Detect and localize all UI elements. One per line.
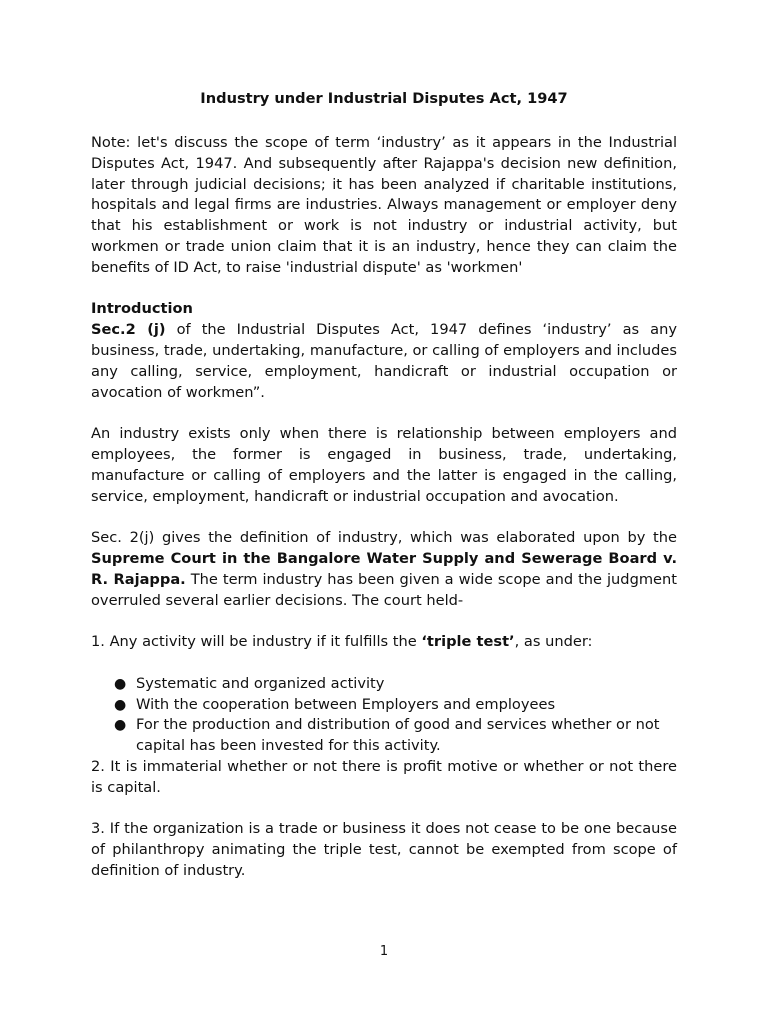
- point-1-suffix: , as under:: [514, 633, 593, 651]
- point-2: 2. It is immaterial whether or not there is profit motive or whether or not there is capital.: [91, 757, 677, 796]
- point-1: [91, 632, 677, 653]
- bullet-icon: ●: [114, 696, 127, 713]
- list-item-text: For the production and distribution of good and services whether or not capital has been invested for this activity.: [136, 716, 660, 755]
- note-paragraph: Note: let's discuss the scope of term ‘industry’ as it appears in the Industrial Disputes Act, 1947. And subsequently after Rajappa's decision new definition, later through judicial decisions; it has been analyzed if charitable institutions, hospitals and legal firms are industries. Always management or employer deny that his establishment or work is not industry or industrial activity, but workmen or trade union claim that it is an industry, hence they can claim the benefits of ID Act, to raise 'industrial dispute' as 'workmen': [91, 134, 677, 276]
- list-item-text: With the cooperation between Employers and employees: [136, 695, 556, 713]
- list-item: [114, 695, 677, 716]
- spacer: [91, 507, 677, 528]
- bullet-icon: ●: [114, 717, 127, 734]
- spacer: [91, 403, 677, 424]
- spacer: [91, 799, 677, 820]
- sec2j-text: of the Industrial Disputes Act, 1947 defines ‘industry’ as any business, trade, undertaking, manufacture, or calling of employers and includes any calling, service, employment, handicraft or industrial occupation or avocation of workmen”.: [91, 321, 677, 401]
- document-title: Industry under Industrial Disputes Act, 1947: [200, 90, 568, 107]
- spacer: [91, 653, 677, 674]
- sec2j-label: Sec.2 (j): [91, 321, 166, 339]
- bullet-icon: ●: [114, 675, 127, 692]
- industry-exists-paragraph: An industry exists only when there is relationship between employers and employees, the former is engaged in business, trade, undertaking, manufacture or calling of employers and the latter is engaged in the calling, service, employment, handicraft or industrial occupation and avocation.: [91, 425, 677, 505]
- list-item: [114, 674, 677, 695]
- page-number: 1: [379, 944, 389, 959]
- point-3: 3. If the organization is a trade or business it does not cease to be one because of philanthropy animating the triple test, cannot be exempted from scope of definition of industry.: [91, 820, 677, 879]
- triple-test-label: ‘triple test’: [421, 633, 515, 651]
- rajappa-paragraph: [91, 528, 677, 611]
- triple-test-list: [91, 674, 677, 757]
- sec2j-paragraph: [91, 320, 677, 403]
- list-item-text: Systematic and organized activity: [136, 674, 385, 692]
- rajappa-intro: Sec. 2(j) gives the definition of industry, which was elaborated upon by the: [91, 529, 677, 547]
- point-1-text: 1. Any activity will be industry if it fulfills the: [91, 633, 422, 651]
- introduction-heading: Introduction: [91, 300, 193, 318]
- spacer: [91, 279, 677, 300]
- spacer: [91, 611, 677, 632]
- list-item: [114, 715, 677, 757]
- rajappa-case-name: Supreme Court in the Bangalore Water Supply and Sewerage Board v. R. Rajappa.: [91, 549, 677, 588]
- document-page: [91, 89, 677, 882]
- rajappa-conclusion: The term industry has been given a wide scope and the judgment overruled several earlier decisions. The court held-: [91, 570, 678, 609]
